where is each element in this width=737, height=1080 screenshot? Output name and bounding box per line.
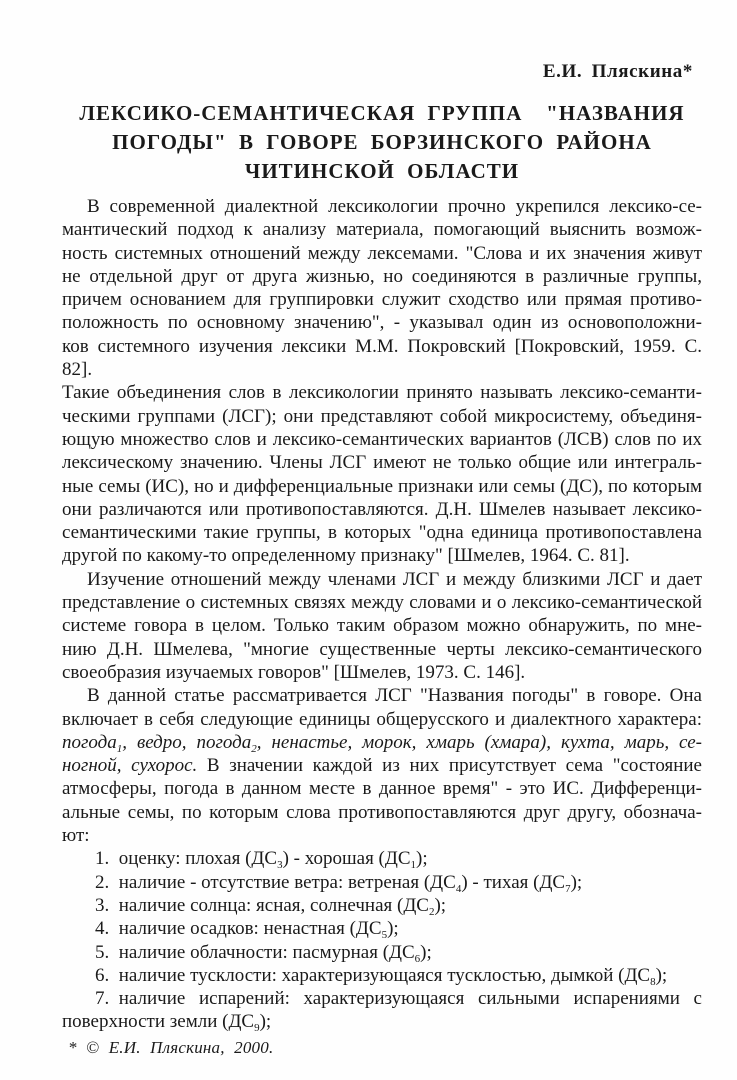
text-line: поверхности земли $(ДС_9)$; [62, 1011, 272, 1035]
text-line: ность системных отношений между лексемами. "Слова и их значения живут [62, 242, 702, 264]
text-line: Такие объединения слов в лексикологии принято называть лексико-семанти- [62, 382, 702, 404]
text-line: причем основанием для группировки служит сходство или прямая противо- [62, 289, 702, 311]
text-line: семантическими такие группы, в которых "одна единица противопоставлена [62, 522, 702, 544]
title-line: ЧИТИНСКОЙ ОБЛАСТИ [244, 159, 520, 183]
article-title [62, 99, 702, 186]
text-line: ков системного изучения лексики М.М. Покровский [Покровский, 1959. С. 82]. [62, 335, 702, 381]
text-line: ногной, сухорос. В значении каждой из них присутствует сема "состояние [62, 755, 702, 777]
text-line: 5. наличие облачности: пасмурная $(ДС_6)$; [95, 941, 432, 965]
text-line: ные семы (ИС), но и дифференциальные признаки или семы (ДС), по которым [62, 475, 702, 497]
title-line: ЛЕКСИКО-СЕМАНТИЧЕСКАЯ ГРУППА "НАЗВАНИЯ [79, 101, 685, 125]
text-line: погода$_1$, ведро, погода$_2$, ненастье, морок, хмарь (хмара), кухта, марь, се- [62, 731, 702, 755]
text-line: В современной диалектной лексикологии прочно укрепился лексико-се- [87, 196, 702, 217]
article-body [62, 195, 702, 1034]
text-line: не отдельной друг от друга жизнью, но соединяются в различные группы, [62, 265, 702, 287]
text-line: нию Д.Н. Шмелева, "многие существенные черты лексико-семантического [62, 638, 702, 660]
text-line: 6. наличие тусклости: характеризующаяся тусклостью, дымкой $(ДС_8)$; [95, 964, 668, 988]
text-line: 2. наличие - отсутствие ветра: ветреная $(ДС_4)$ - тихая $(ДС_7)$; [95, 871, 583, 895]
text-line: альные семы, по которым слова противопоставляются друг другу, обознача- [62, 801, 702, 823]
text-line: 3. наличие солнца: ясная, солнечная $(ДС_2)$; [95, 894, 447, 918]
text-line: представление о системных связях между словами и о лексико-семантической [62, 592, 702, 614]
copyright-footnote: * © Е.И. Пляскина, 2000. [68, 1038, 274, 1057]
text-line: ческими группами (ЛСГ); они представляют собой микросистему, объединя- [62, 405, 702, 427]
text-line: 4. наличие осадков: ненастная $(ДС_5)$; [95, 918, 399, 942]
text-line: Изучение отношений между членами ЛСГ и между близкими ЛСГ и дает [87, 568, 702, 590]
text-line: мантический подход к анализу материала, помогающий выяснить возмож- [62, 219, 702, 241]
text-line: атмосферы, погода в данном месте в данное время" - это ИС. Дифференци- [62, 778, 702, 800]
text-line: лексическому значению. Члены ЛСГ имеют не только общие или интеграль- [62, 452, 702, 474]
text-line: В данной статье рассматривается ЛСГ "Названия погоды" в говоре. Она [87, 685, 702, 707]
text-line: они различаются или противопоставляются. Д.Н. Шмелев называет лексико- [62, 498, 702, 520]
author-byline: Е.И. Пляскина* [542, 61, 693, 82]
text-line: 1. оценку: плохая $(ДС_3)$ - хорошая $(ДС_1)$; [95, 848, 428, 872]
title-line: ПОГОДЫ" В ГОВОРЕ БОРЗИНСКОГО РАЙОНА [112, 130, 652, 154]
text-line: 7. наличие испарений: характеризующаяся сильными испарениями с [95, 988, 702, 1010]
text-line: своеобразия изучаемых говоров" [Шмелев, 1973. С. 146]. [62, 661, 526, 683]
text-line: включает в себя следующие единицы общерусского и диалектного характера: [62, 708, 702, 730]
text-line: ют: [62, 825, 90, 847]
text-line: положность по основному значению", - указывал один из основоположни- [62, 312, 702, 334]
text-line: системе говора в целом. Только таким образом можно обнаружить, по мне- [62, 615, 702, 637]
text-line: другой по какому-то определенному признаку" [Шмелев, 1964. С. 81]. [62, 545, 630, 567]
text-line: ющую множество слов и лексико-семантических вариантов (ЛСВ) слов по их [62, 428, 702, 450]
